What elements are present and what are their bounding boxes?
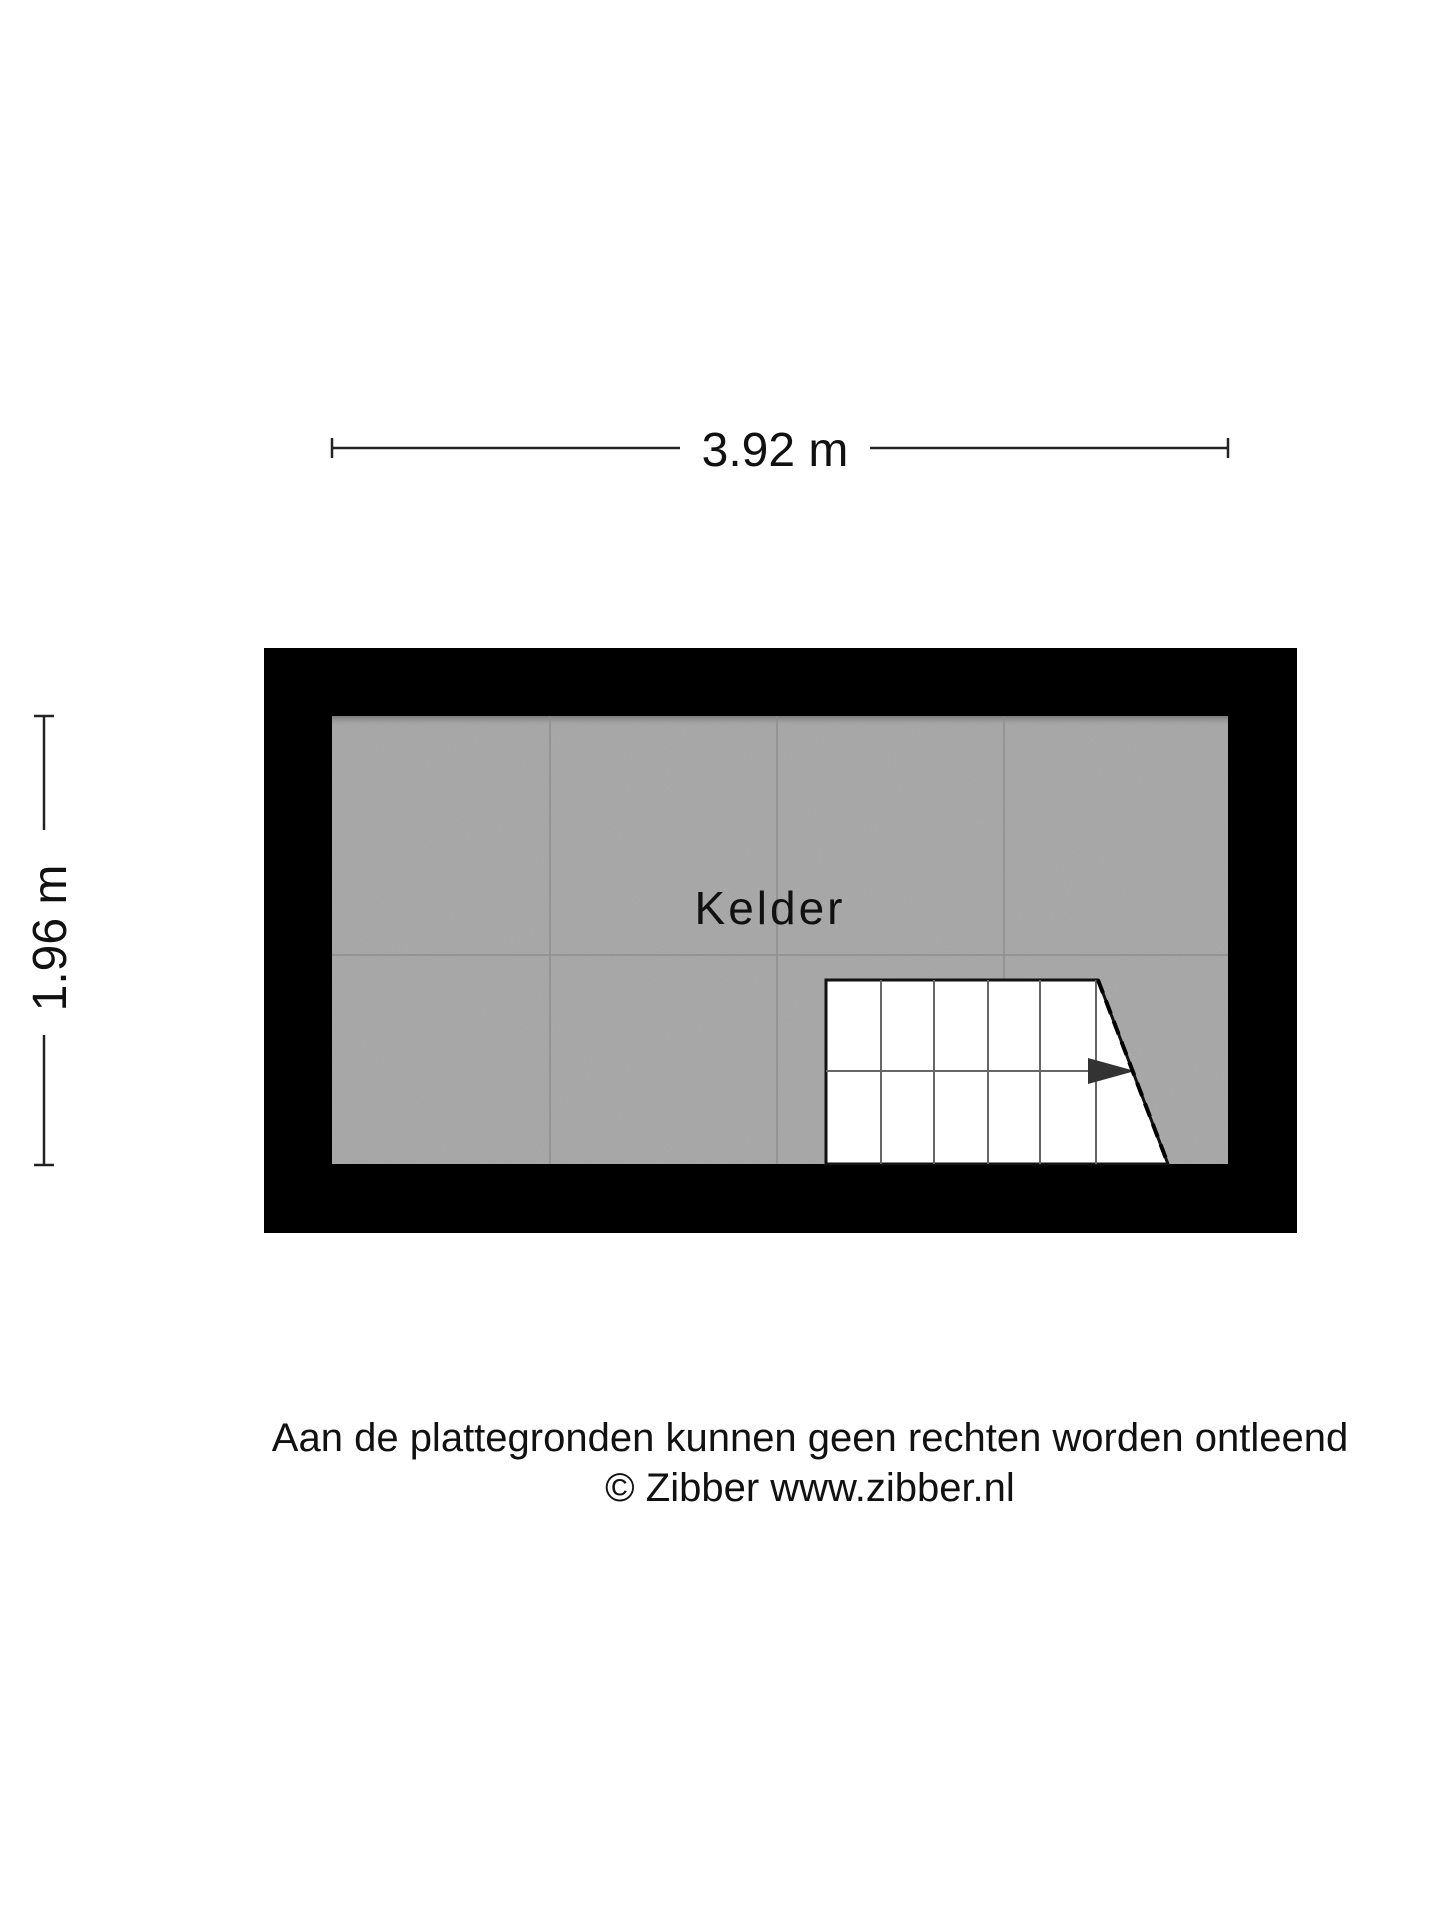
- width-dimension: [332, 424, 1228, 477]
- width-label: 3.92 m: [701, 424, 849, 477]
- disclaimer-text: Aan de plattegronden kunnen geen rechten worden ontleend: [271, 1416, 1349, 1460]
- copyright-text: © Zibber www.zibber.nl: [605, 1466, 1015, 1510]
- height-dimension: [24, 716, 77, 1165]
- height-label: 1.96 m: [24, 864, 77, 1012]
- room-label: Kelder: [694, 882, 846, 934]
